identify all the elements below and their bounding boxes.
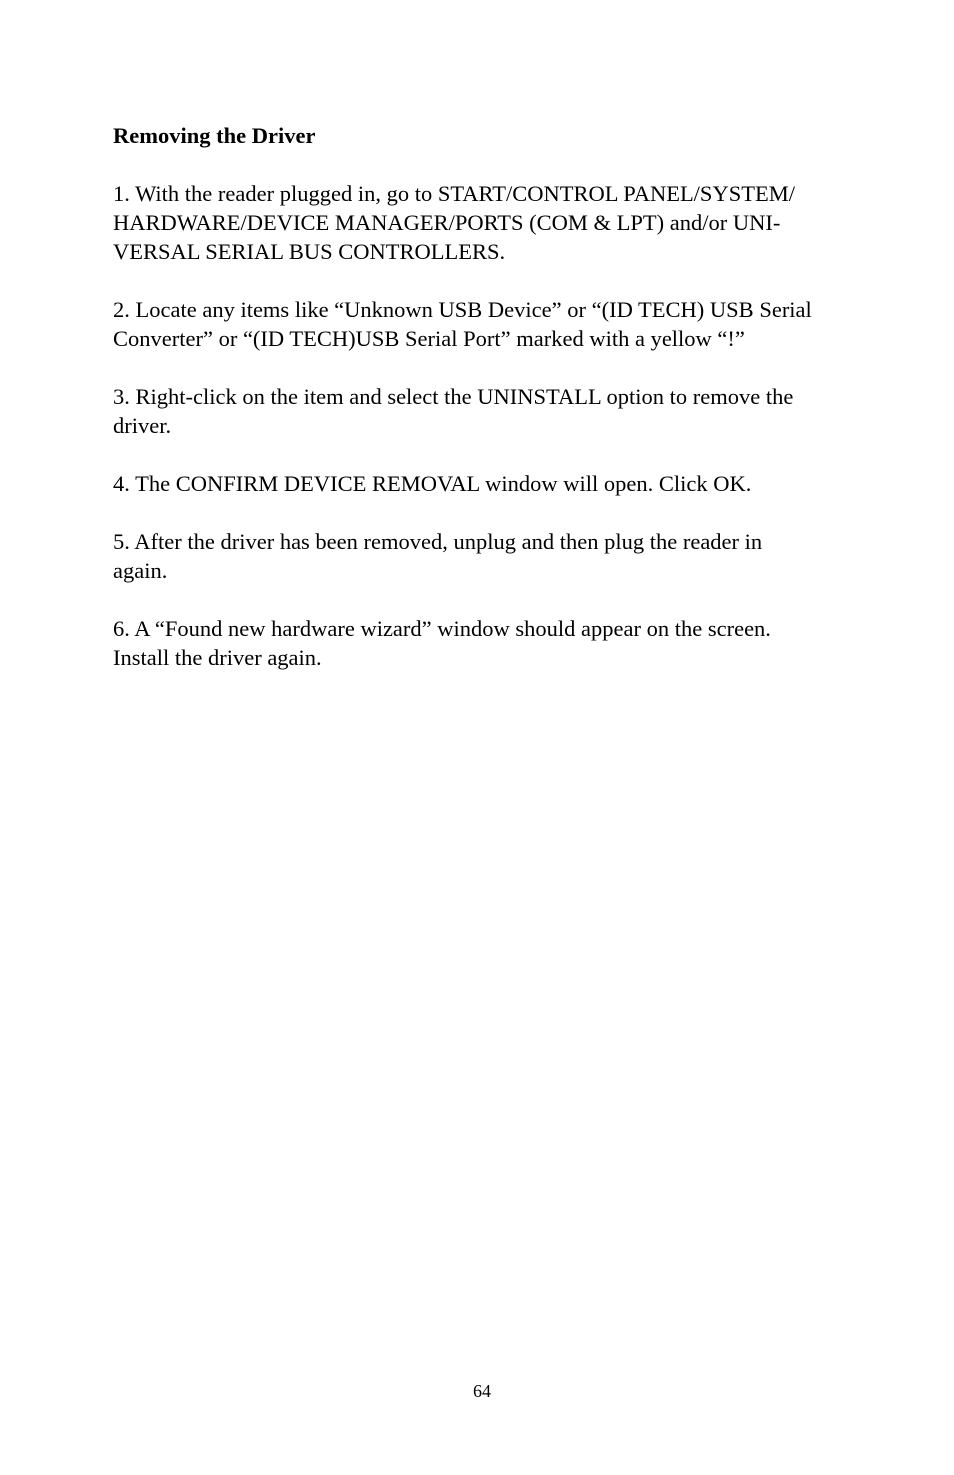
step-3-line-1: 3. Right-click on the item and select the UNINSTALL option to remove the: [113, 384, 794, 409]
step-4: [113, 469, 873, 498]
step-5: [113, 527, 873, 585]
step-5-line-2: again.: [113, 558, 168, 583]
step-2-line-1: 2. Locate any items like “Unknown USB Device” or “(ID TECH) USB Serial: [113, 297, 812, 322]
document-body: [113, 121, 873, 672]
section-heading: Removing the Driver: [113, 123, 316, 148]
step-2-line-2: Converter” or “(ID TECH)USB Serial Port” marked with a yellow “!”: [113, 326, 745, 351]
instruction-steps: [113, 179, 873, 672]
step-3-line-2: driver.: [113, 413, 172, 438]
step-6-line-1: 6. A “Found new hardware wizard” window should appear on the screen.: [113, 616, 771, 641]
page-number: 64: [473, 1381, 491, 1401]
step-1-line-2: HARDWARE/DEVICE MANAGER/PORTS (COM & LPT) and/or UNI-: [113, 210, 781, 235]
step-6: [113, 614, 873, 672]
step-1-line-3: VERSAL SERIAL BUS CONTROLLERS.: [113, 239, 506, 264]
step-2: [113, 295, 873, 353]
step-5-line-1: 5. After the driver has been removed, unplug and then plug the reader in: [113, 529, 763, 554]
step-3: [113, 382, 873, 440]
step-4-line-1: 4. The CONFIRM DEVICE REMOVAL window will open. Click OK.: [113, 471, 752, 496]
step-6-line-2: Install the driver again.: [113, 645, 322, 670]
step-1-line-1: 1. With the reader plugged in, go to START/CONTROL PANEL/SYSTEM/: [113, 181, 795, 206]
step-1: [113, 179, 873, 266]
